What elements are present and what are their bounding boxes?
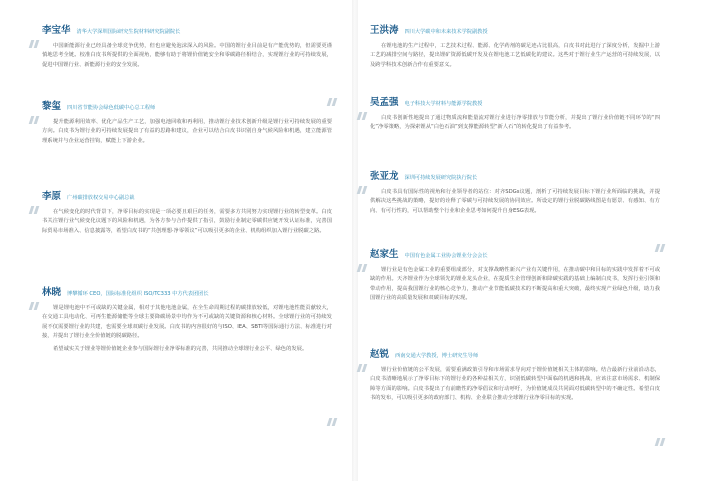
testimonial-text: 锂行业是有色金属工业的重要组成部分，对支撑战略性新兴产业有关键作用，在推动碳中和目标的实践中发挥着不可或缺的作用。天齐锂业作为全球领先的锂业龙头企业，在提质生企管理创新和降碳实践的基础上编制白皮书，发挥行业引领和带动作用，提高我国锂行业的核心竞争力，推动产业节能低碳技术的不断提高和重大突破，最终实现产业绿色升级，助力我国锂行业的高质量发展和双碳目标的实现。 (370, 267, 660, 301)
testimonial-text: 中国新能源行业已经具备全球竞争优势，但也应避免泡沫深入的风险。中国的锂行业目前是有产能优势的，但需要更谨慎地思考全链。校准白皮书所提供的全面视角，能够有助于将锂价值链安全和零碳路径相结合，实现锂行业的可持续发展，促进中国锂行业、新能源行业的安全发展。 (42, 43, 332, 68)
open-quote-icon (28, 40, 42, 50)
testimonial-5 (370, 22, 660, 70)
open-quote-icon (356, 264, 370, 274)
author-name: 赵家生 (370, 249, 399, 260)
author-name: 张亚龙 (370, 171, 399, 182)
testimonial-2 (42, 98, 332, 146)
open-quote-icon (28, 302, 42, 312)
testimonial-9 (370, 346, 660, 403)
author-name: 李宝华 (42, 25, 71, 36)
testimonial-6 (370, 94, 660, 133)
close-quote-icon (654, 244, 668, 254)
open-quote-icon (28, 206, 42, 216)
testimonial-7 (370, 168, 660, 216)
testimonial-text: 锂是锂电池中不可或缺的关键金属，相对于其他电池金属，在全生命周期过程的碳排放较低，对锂电池性能贡献较大，在交通工具电动化、可再生能源储能等全球主要降碳场景中均作为不可或缺的关键资源和核心材料。全球锂行业的可持续发展不仅需要锂行业的共建，也需要全球双碳行业发展。白皮书的内容很好的与ISO、IEA、SBTI等国际通行方法、标准进行对接，并提出了锂行业全价值链的脱碳路径。 (42, 305, 332, 339)
author-title: 博攀循环 CEO，国际标准化组织 ISO/TC333 中方代表团团长 (67, 291, 209, 297)
author-name: 赵锐 (370, 349, 390, 360)
testimonial-3 (42, 188, 332, 236)
author-title: 中国有色金属工业协会锂业分会会长 (404, 253, 488, 259)
testimonial-4 (42, 284, 332, 354)
author-title: 四川省节能协会绿色低碳中心总工程师 (67, 105, 156, 111)
author-name: 黎玺 (42, 101, 62, 112)
open-quote-icon (28, 116, 42, 126)
close-quote-icon (326, 418, 340, 428)
author-title: 广州碳排放权交易中心副总裁 (67, 195, 135, 201)
open-quote-icon (356, 364, 370, 374)
author-title: 深圳可持续发展研究院执行院长 (404, 175, 478, 181)
testimonial-text: 在气候变化的时代背景下，净零目标的实现是一项必要且艰巨的任务，需要多方共同努力实现锂行业的转型变革。白皮书关注锂行业气候变化议题下的风险和机遇，为各方参与合作提供了指引，鼓励行业制定零碳供应链开发认证标准，完善国际贸易市场准入、信息披露等，希望白皮书的“共创理想·净零领议”可以吸引更多的企业、机构组织加入锂行业脱碳之路。 (42, 209, 332, 234)
open-quote-icon (356, 186, 370, 196)
author-title: 电子科技大学材料与能源学院教授 (404, 101, 483, 107)
author-name: 王洪涛 (370, 25, 399, 36)
author-name: 李原 (42, 191, 62, 202)
author-name: 林晓 (42, 287, 62, 298)
testimonial-text: 希望诚实关于锂业等锂价值链企业参与国际锂行业净零标准的完善，共同推动全球锂行业公平、绿色的发展。 (53, 346, 308, 353)
close-quote-icon (654, 438, 668, 448)
testimonial-text: 在锂电池的生产过程中，工艺技术过程、能源、化学药剂的碳足迹占比很高，白皮书对此进行了深度分析，发掘中上游工艺的减排空间与路径，提出锂矿资源低碳开发及在锂电池工艺低碳化的建议。这些对于锂行业生产运营的可持续发展，以及跨学科技术创新合作有重要意义。 (370, 43, 660, 68)
testimonial-text: 提升能源利用效率、优化产品生产工艺，加强电池回收和再利用，推动锂行业技术创新升级是锂行业可持续发展的重要方向。白皮书为锂行业的可持续发展提出了有益的思路和建议，企业可以结合白皮书识别自身气候风险和机遇，建立能源管理系统并与企业运营挂钩，赋能上下游企业。 (42, 119, 332, 144)
author-title: 四川大学碳中和未来技术学院副教授 (404, 29, 488, 35)
testimonial-text: 白皮书具有国际性的视角和行业领导者的站位：对齐SDGs议题，剖析了可持续发展目标下锂行业所面临的挑战，并提供解决这些挑战的策略，提好的诠释了零碳与可持续发展的协同效应。所设定的锂行业脱碳路线图是有愿景、有感知、有方向、有可行性的，可以帮助整个行业和企业思考如何提升自身ESG表现。 (370, 189, 660, 214)
open-quote-icon (356, 112, 370, 122)
page-gutter (352, 0, 358, 481)
testimonial-text: 锂行业价值链的公平发展，需要重满政策引导和市场需求导向对于锂价值链相关主体的影响。结合最新行业前沿动态，白皮书清晰地展示了净零目标下的锂行业的各种益相关方，识别低碳转型中面临的机遇和挑战，应该注意市场需求、机制保障等方面的影响。白皮书提出了有前瞻性的净零倡议和行动呼吁，为价值链成员共同面对低碳转型中的不确定性。希望白皮书的发布，可以吸引更多的政府部门、机构、企业联合推动全球锂行业净零目标的实现。 (370, 367, 660, 401)
testimonial-8 (370, 246, 660, 303)
author-title: 清华大学深圳国际研究生院材料研究院副院长 (76, 29, 181, 35)
close-quote-icon (326, 98, 340, 108)
author-name: 吴孟强 (370, 97, 399, 108)
testimonial-1 (42, 22, 332, 70)
author-title: 西南交通大学教授，博士研究生导师 (395, 353, 479, 359)
testimonial-text: 白皮书创新性地提出了通过物质流和能量流对锂行业进行净零排放与节能分析，并提出了锂行业价值链不同环节的“四化”净零策略，为探索锂从“白色石油”到支撑能源转型“新人石”的转化提出了有益参考。 (370, 115, 660, 131)
